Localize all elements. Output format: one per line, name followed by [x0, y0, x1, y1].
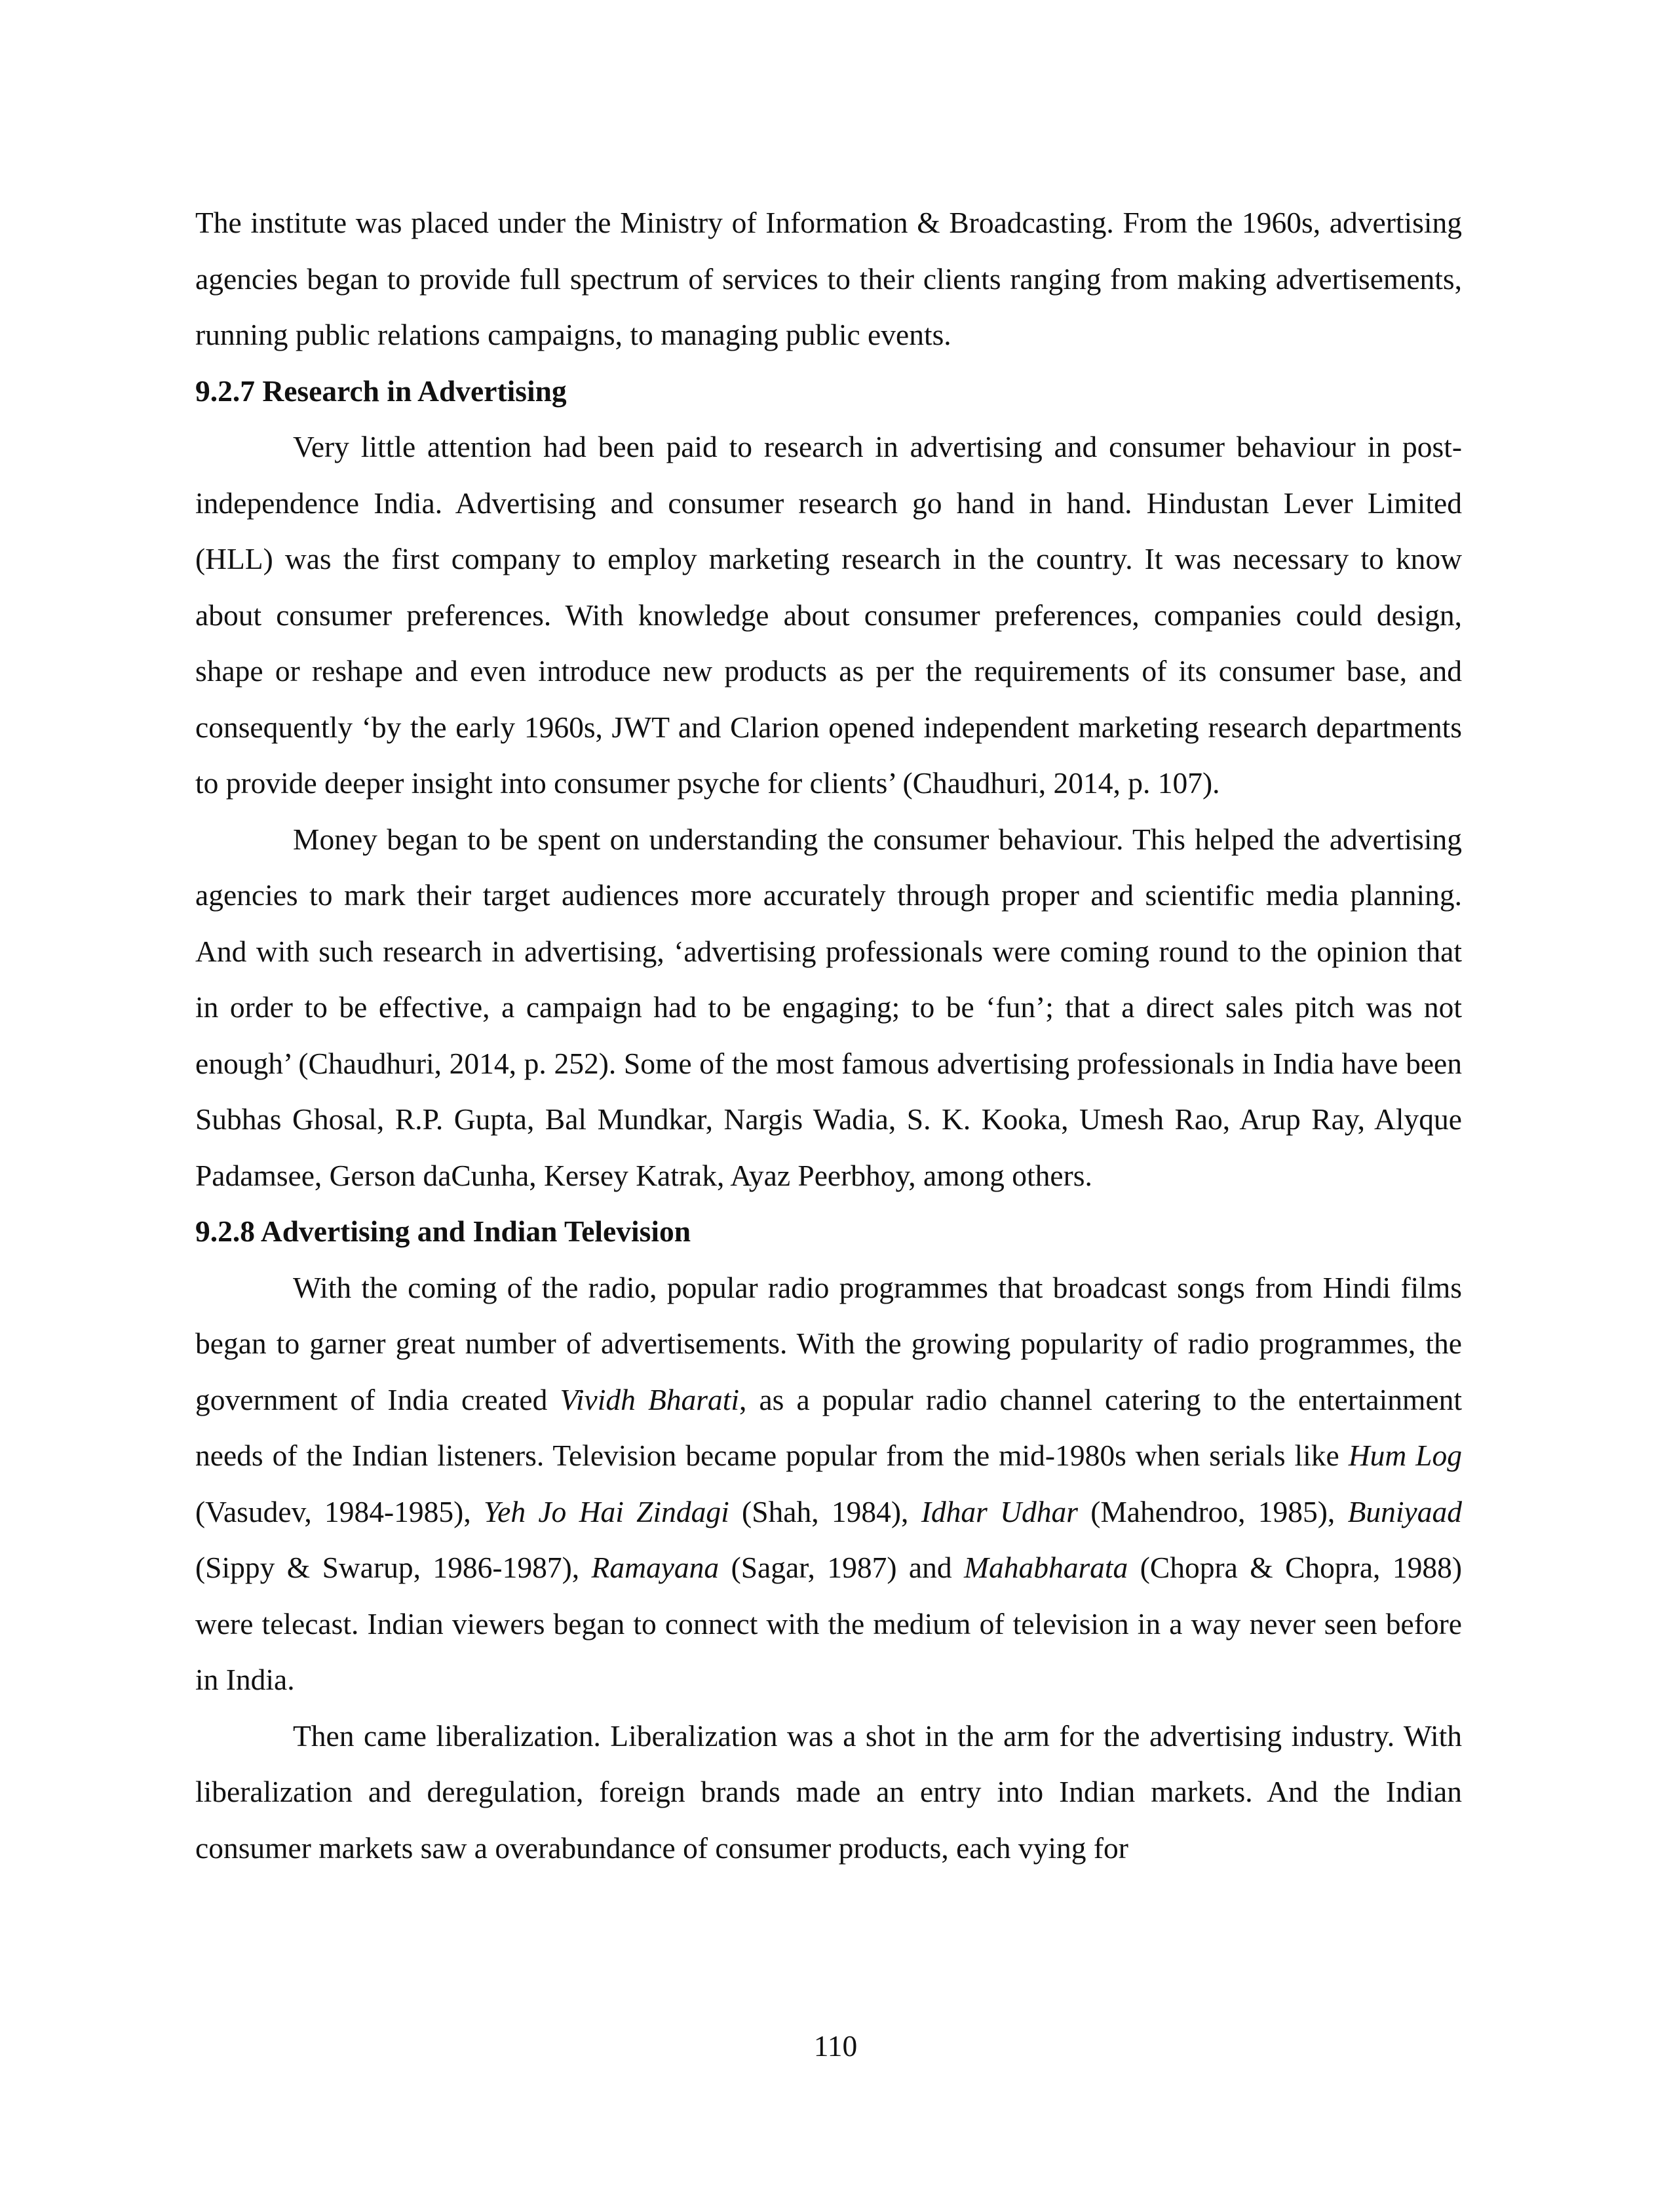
- title-buniyaad: Buniyaad: [1347, 1494, 1462, 1528]
- paragraph-4-text: , as a popular radio channel catering to the entertainment needs of the Indian listeners. Television became popular from the mid-1980s when serials like: [195, 1382, 1462, 1472]
- paragraph-4-text: With the coming of the radio, popular radio programmes that broadcast songs from Hindi films began to garner great number of advertisements. With the growing popularity of radio programmes, the government of India created: [195, 1270, 1462, 1416]
- page-body: [195, 195, 1462, 1876]
- paragraph-4: [195, 1260, 1462, 1708]
- title-idhar-udhar: Idhar Udhar: [921, 1494, 1078, 1528]
- title-ramayana: Ramayana: [591, 1551, 720, 1584]
- title-yeh-jo-hai-zindagi: Yeh Jo Hai Zindagi: [484, 1494, 729, 1528]
- section-heading-9-2-7: 9.2.7 Research in Advertising: [195, 374, 567, 408]
- paragraph-4-text: (Vasudev, 1984-1985),: [195, 1494, 484, 1528]
- paragraph-2: Very little attention had been paid to research in advertising and consumer behaviour in post-independence India. Advertising and consumer research go hand in hand. Hindustan Lever Limited (HLL) was the first company to employ marketing research in the country. It was necessary to know about consumer preferences. With knowledge about consumer preferences, companies could design, shape or reshape and even introduce new products as per the requirements of its consumer base, and consequently ‘by the early 1960s, JWT and Clarion opened independent marketing research departments to provide deeper insight into consumer psyche for clients’ (Chaudhuri, 2014, p. 107).: [195, 430, 1462, 800]
- title-mahabharata: Mahabharata: [964, 1551, 1128, 1584]
- section-heading-9-2-8: 9.2.8 Advertising and Indian Television: [195, 1214, 691, 1248]
- page-number: 110: [813, 2029, 858, 2063]
- title-hum-log: Hum Log: [1348, 1439, 1462, 1472]
- paragraph-4-text: (Sippy & Swarup, 1986-1987),: [195, 1551, 592, 1584]
- paragraph-5: Then came liberalization. Liberalization was a shot in the arm for the advertising industry. With liberalization and deregulation, foreign brands made an entry into Indian markets. And the Indian consumer markets saw a overabundance of consumer products, each vying for: [195, 1718, 1462, 1865]
- paragraph-1: The institute was placed under the Ministry of Information & Broadcasting. From the 1960s, advertising agencies began to provide full spectrum of services to their clients ranging from making advertisements, running public relations campaigns, to managing public events.: [195, 206, 1462, 351]
- paragraph-4-text: (Sagar, 1987) and: [719, 1551, 965, 1584]
- title-vividh-bharati: Vividh Bharati: [560, 1382, 739, 1416]
- paragraph-3: Money began to be spent on understanding the consumer behaviour. This helped the advertising agencies to mark their target audiences more accurately through proper and scientific media planning. And with such research in advertising, ‘advertising professionals were coming round to the opinion that in order to be effective, a campaign had to be engaging; to be ‘fun’; that a direct sales pitch was not enough’ (Chaudhuri, 2014, p. 252). Some of the most famous advertising professionals in India have been Subhas Ghosal, R.P. Gupta, Bal Mundkar, Nargis Wadia, S. K. Kooka, Umesh Rao, Arup Ray, Alyque Padamsee, Gerson daCunha, Kersey Katrak, Ayaz Peerbhoy, among others.: [195, 822, 1462, 1192]
- paragraph-4-text: (Chopra & Chopra, 1988) were telecast. Indian viewers began to connect with the medium of television in a way never seen before in India.: [195, 1551, 1462, 1696]
- paragraph-4-text: (Shah, 1984),: [729, 1494, 921, 1528]
- paragraph-4-text: (Mahendroo, 1985),: [1077, 1494, 1348, 1528]
